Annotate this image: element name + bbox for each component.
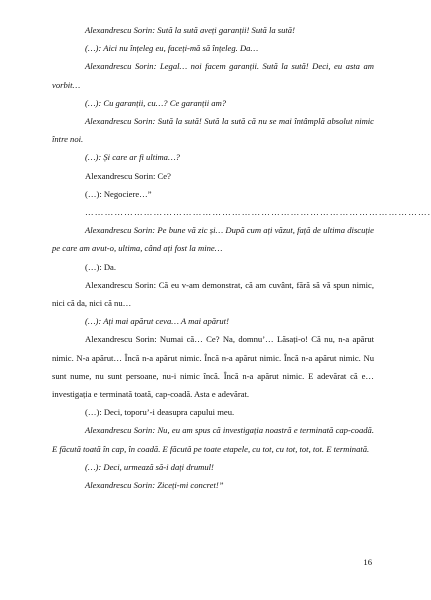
paragraph-1: Alexandrescu Sorin: Sută la sută aveți garanții! Sută la sută! [85, 25, 295, 35]
paragraph-6: (…): Și care ar fi ultima…? [85, 152, 180, 163]
paragraph-16: Alexandrescu Sorin: Nu, eu am spus că investigația noastră e terminată cap-coadă. E făcută toată în cap, în coadă. E făcută pe toate etapele, cu tot, cu tot, tot, tot. E terminată. [52, 425, 374, 454]
paragraph-5: Alexandrescu Sorin: Sută la sută! Sută la sută că nu se mai întâmplă absolut nimic între noi. [52, 116, 374, 145]
paragraph-17: (…): Deci, urmează să-i dați drumul! [85, 461, 214, 472]
paragraph-12: Alexandrescu Sorin: Că eu v-am demonstrat, că am cuvânt, fără să vă spun nimic, nici că da, nici că nu… [52, 279, 374, 309]
page-number: 16 [363, 557, 372, 567]
paragraph-18: Alexandrescu Sorin: Ziceți-mi concret!” [85, 480, 224, 491]
transcript-body [52, 21, 431, 494]
paragraph-8: (…): Negociere…” [85, 188, 152, 199]
omission-line: ……………………………………………………………………………………………. [85, 207, 431, 218]
paragraph-14: Alexandrescu Sorin: Numai că… Ce? Na, domnu’… Lăsați-o! Că nu, n-a apărut nimic. N-a apărut… Încă n-a apărut nimic. Încă n-a apărut nimic. Încă n-a apărut nimic. Nu sunt nume, nu sunt persoane, nu-i nimic încă. Încă n-a apărut nimic. E adevărat că e… investigația e terminată toată, cap-coadă. Asta e adevărat. [52, 334, 374, 400]
paragraph-15: (…): Deci, toporu’-i deasupra capului meu. [85, 407, 235, 418]
paragraph-13: (…): Ați mai apărut ceva… A mai apărut! [85, 316, 229, 327]
paragraph-4: (…): Cu garanții, cu…? Ce garanții am? [85, 97, 227, 108]
paragraph-2: (…): Aici nu înțeleg eu, faceți-mă să înțeleg. Da… [85, 43, 259, 54]
paragraph-11: (…): Da. [85, 261, 117, 272]
paragraph-10: Alexandrescu Sorin: Pe bune vă zic și… După cum ați văzut, față de ultima discuție pe care am avut-o, ultima, când ați fost la mine… [52, 225, 374, 254]
paragraph-7: Alexandrescu Sorin: Ce? [85, 170, 171, 181]
paragraph-3: Alexandrescu Sorin: Legal… noi facem garanții. Sută la sută! Deci, eu asta am vorbit… [52, 61, 374, 90]
